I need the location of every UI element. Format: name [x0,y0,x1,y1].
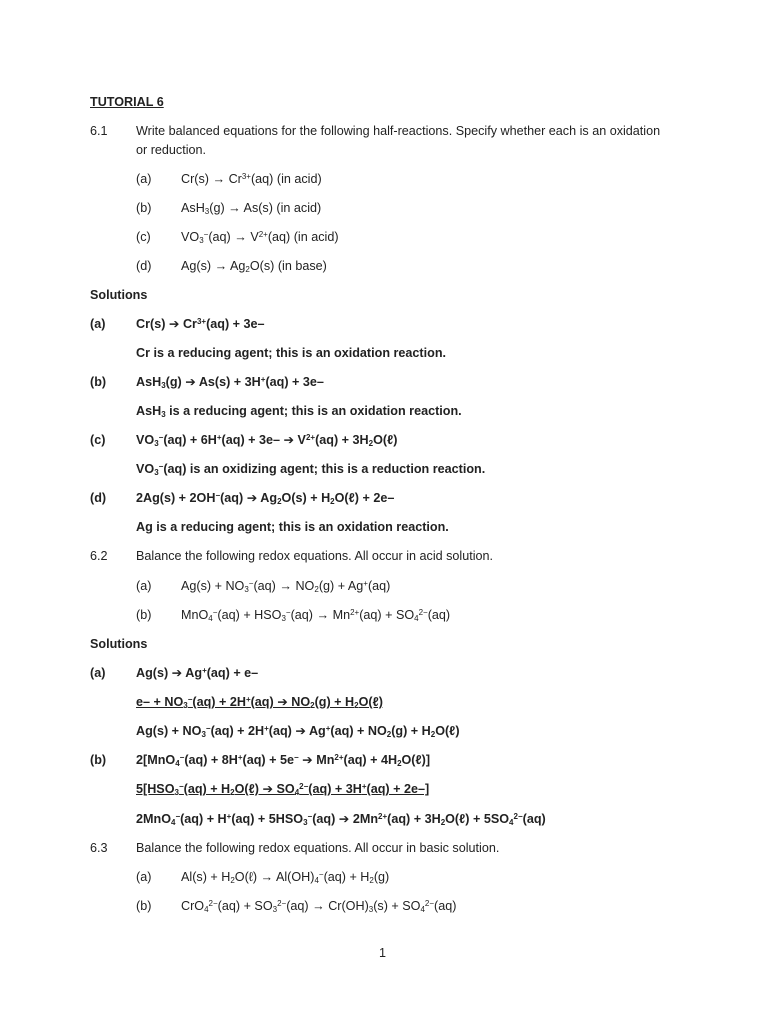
solution-note: Cr is a reducing agent; this is an oxidation reaction. [136,346,447,360]
solution-equation-net: $2MnO_4^-(aq) + H^+(aq) + 5HSO_3^-(aq)$ ➔ $2Mn^{2+}(aq)$ + $3H_2O(\ell) + 5SO_4^{2-}(aq)$ [136,812,546,827]
item-expression: $Ag(s) \to Ag_2O(s)$ (in base) [181,259,327,274]
solution-note: $VO_3^-(aq)$ is an oxidizing agent; this is a reduction reaction. [136,462,486,477]
page-number: 1 [379,946,387,960]
solution-equation-net: $Ag(s) + NO_3^-(aq) + 2H^+(aq)$ ➔ $Ag^+(aq) + NO_2(g)$ + $H_2O(\ell)$ [136,724,460,739]
item-label: (a) [136,870,152,884]
item-expression: $Ag(s) + NO_3^-(aq) \to NO_2(g) + Ag^+(aq)$ [181,579,391,594]
tutorial-title: TUTORIAL 6 [90,95,164,109]
solution-equation: 2[MnO$_4$−(aq) + 8H+(aq) + 5e− ➔ $Mn^{2+}(aq)$ + $4H_2O(\ell)$] [136,753,431,768]
item-label: (a) [136,579,152,593]
solution-equation-underlined: $e- + NO_3^-(aq) + 2H^+(aq)$ ➔ $NO_2(g)$ + $H_2O(\ell)$ [136,695,383,710]
question-text: Write balanced equations for the following half-reactions. Specify whether each is an oxidation [136,124,661,138]
item-label: (b) [136,608,152,622]
item-label: (d) [136,259,152,273]
solution-label: (c) [90,433,106,447]
solution-label: (b) [90,753,107,767]
solution-equation: 2Ag(s) + 2OH−(aq) ➔ $Ag_2O(s)$ + $H_2O(\ell) + 2e-$ [136,491,395,506]
item-expression: $Al(s) + H_2O(\ell) \to Al(OH)_4^-(aq) + H_2(g)$ [181,870,390,885]
solution-equation: Ag(s) ➔ Ag+(aq) + e– [136,666,259,680]
solution-equation-underlined: $5[HSO_3^-(aq)$ + $H_2O(\ell)$ ➔ $SO_4^{2-}(aq) + 3H^+(aq) + 2e-$] [136,782,430,797]
item-label: (b) [136,899,152,913]
solution-equation: AsH$_3$(g) ➔ As(s) + 3H+(aq) + 3e– [136,375,324,390]
solution-note: AsH$_3$ is a reducing agent; this is an oxidation reaction. [136,404,462,419]
item-expression: $VO_3^-(aq) \to V^{2+}(aq)$ (in acid) [181,230,339,245]
item-label: (c) [136,230,151,244]
solution-label: (b) [90,375,107,389]
solutions-heading: Solutions [90,637,148,651]
solution-note: Ag is a reducing agent; this is an oxidation reaction. [136,520,449,534]
question-number: 6.2 [90,549,108,563]
item-expression: $CrO_4^{2-}(aq) + SO_3^{2-}(aq) \to Cr(OH)_3(s) + SO_4^{2-}(aq)$ [181,899,457,914]
solution-equation: $VO_3^-(aq) + 6H^+(aq) + 3e-$ ➔ $V^{2+}(aq)$ + $3H_2O(\ell)$ [136,433,398,448]
question-text: Balance the following redox equations. All occur in basic solution. [136,841,500,855]
solution-label: (a) [90,666,106,680]
question-text-continued: or reduction. [136,143,207,157]
question-text: Balance the following redox equations. All occur in acid solution. [136,549,494,563]
solution-equation: Cr(s) ➔ $Cr^{3+}(aq) + 3e-$ [136,317,265,331]
item-label: (a) [136,172,152,186]
item-expression: $Cr(s) \to Cr^{3+}(aq)$ (in acid) [181,172,322,186]
question-number: 6.3 [90,841,108,855]
solution-label: (a) [90,317,106,331]
solution-label: (d) [90,491,107,505]
item-label: (b) [136,201,152,215]
item-expression: AsH$_3$(g) → As(s) (in acid) [181,201,322,216]
item-expression: $MnO_4^-(aq) + HSO_3^-(aq) \to Mn^{2+}(aq) + SO_4^{2-}(aq)$ [181,608,451,623]
solutions-heading: Solutions [90,288,148,302]
question-number: 6.1 [90,124,108,138]
